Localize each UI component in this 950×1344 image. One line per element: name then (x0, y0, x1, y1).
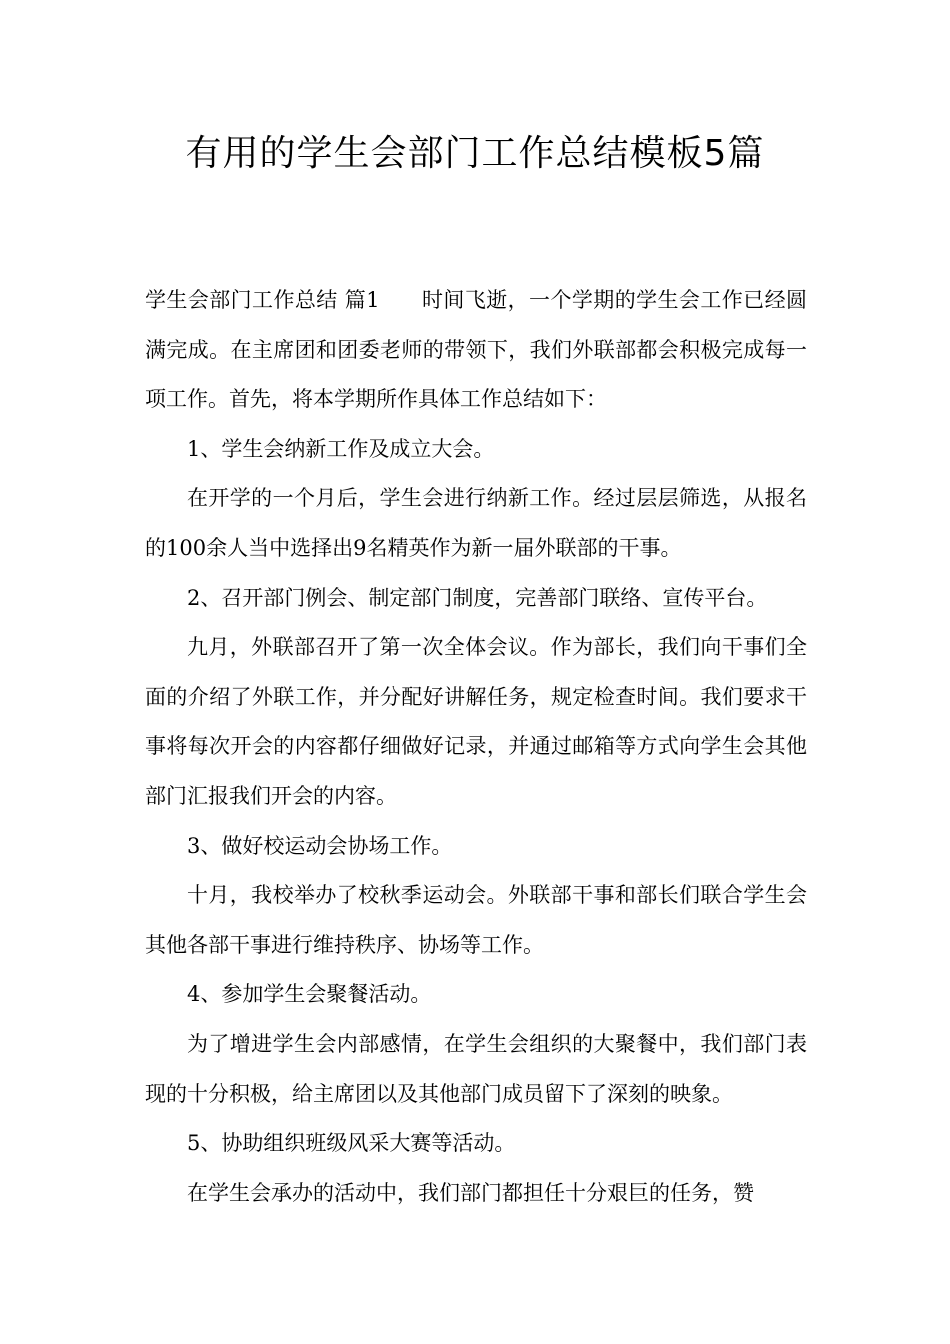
list-item-heading-4: 4、参加学生会聚餐活动。 (187, 982, 432, 1007)
document-title: 有用的学生会部门工作总结模板5篇 (185, 133, 765, 174)
intro-paragraph (145, 276, 807, 425)
intro-text: 时间飞逝，一个学期的学生会工作已经圆满完成。在主席团和团委老师的带领下，我们外联部都会积极完成每一项工作。首先，将本学期所作具体工作总结如下： (145, 288, 807, 412)
body-paragraph-1: 在开学的一个月后，学生会进行纳新工作。经过层层筛选，从报名的100余人当中选择出9名精英作为新一届外联部的干事。 (145, 486, 807, 560)
body-paragraph-5: 在学生会承办的活动中，我们部门都担任十分艰巨的任务，赞 (187, 1180, 754, 1205)
body-paragraph-3: 十月，我校举办了校秋季运动会。外联部干事和部长们联合学生会其他各部干事进行维持秩序、协场等工作。 (145, 883, 807, 957)
list-item-heading-5: 5、协助组织班级风采大赛等活动。 (187, 1131, 516, 1156)
body-paragraph-2: 九月，外联部召开了第一次全体会议。作为部长，我们向干事们全面的介绍了外联工作，并分配好讲解任务，规定检查时间。我们要求干事将每次开会的内容都仔细做好记录，并通过邮箱等方式向学生会其他部门汇报我们开会的内容。 (145, 635, 807, 808)
body-paragraph-4: 为了增进学生会内部感情，在学生会组织的大聚餐中，我们部门表现的十分积极，给主席团以及其他部门成员留下了深刻的映象。 (145, 1031, 807, 1106)
list-item-heading-3: 3、做好校运动会协场工作。 (187, 833, 453, 858)
list-item-heading-2: 2、召开部门例会、制定部门制度，完善部门联络、宣传平台。 (187, 585, 768, 610)
document-body (145, 276, 807, 1218)
list-item-heading-1: 1、学生会纳新工作及成立大会。 (187, 436, 495, 461)
section-heading: 学生会部门工作总结 篇1 (145, 288, 380, 312)
